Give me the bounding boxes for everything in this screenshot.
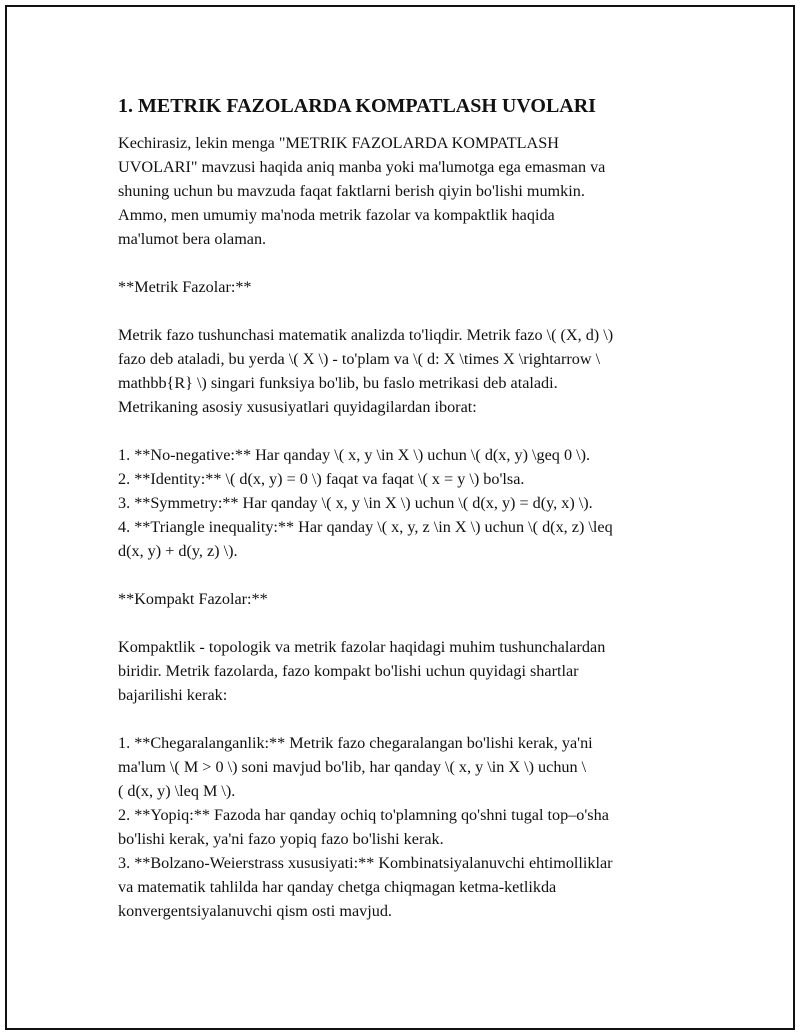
compactness-conditions-list xyxy=(118,731,698,923)
metric-spaces-line: Metrikaning asosiy xususiyatlari quyidagilardan iborat: xyxy=(118,398,477,416)
paragraph-gap xyxy=(118,611,698,635)
paragraph-gap xyxy=(118,419,698,443)
paragraph-gap xyxy=(118,299,698,323)
list-item: 1. **No-negative:** Har qanday \( x, y \in X \) uchun \( d(x, y) \geq 0 \). xyxy=(118,446,591,464)
intro-line: Ammo, men umumiy ma'noda metrik fazolar va kompaktlik haqida xyxy=(118,206,555,224)
list-item: bo'lishi kerak, ya'ni fazo yopiq fazo bo'lishi kerak. xyxy=(118,830,444,848)
metric-properties-list xyxy=(118,443,698,563)
intro-line: shuning uchun bu mavzuda faqat faktlarni berish qiyin bo'lishi mumkin. xyxy=(118,182,585,200)
intro-paragraph xyxy=(118,131,698,251)
compact-spaces-paragraph xyxy=(118,635,698,707)
metric-spaces-line: Metrik fazo tushunchasi matematik analizda to'liqdir. Metrik fazo \( (X, d) \) xyxy=(118,326,614,344)
intro-line: ma'lumot bera olaman. xyxy=(118,230,267,248)
list-item: va matematik tahlilda har qanday chetga chiqmagan ketma-ketlikda xyxy=(118,878,557,896)
list-item: ( d(x, y) \leq M \). xyxy=(118,782,236,800)
list-item: 4. **Triangle inequality:** Har qanday \( x, y, z \in X \) uchun \( d(x, z) \leq xyxy=(118,518,613,536)
list-item: konvergentsiyalanuvchi qism osti mavjud. xyxy=(118,902,392,920)
list-item: 3. **Bolzano-Weierstrass xususiyati:** Kombinatsiyalanuvchi ehtimolliklar xyxy=(118,854,613,872)
document-body xyxy=(118,94,698,923)
metric-spaces-paragraph xyxy=(118,323,698,419)
paragraph-gap xyxy=(118,563,698,587)
paragraph-gap xyxy=(118,707,698,731)
intro-line: UVOLARI" mavzusi haqida aniq manba yoki ma'lumotga ega emasman va xyxy=(118,158,606,176)
compact-spaces-line: biridir. Metrik fazolarda, fazo kompakt bo'lishi uchun quyidagi shartlar xyxy=(118,662,579,680)
paragraph-gap xyxy=(118,251,698,275)
list-item: 3. **Symmetry:** Har qanday \( x, y \in X \) uchun \( d(x, y) = d(y, x) \). xyxy=(118,494,593,512)
list-item: 2. **Yopiq:** Fazoda har qanday ochiq to'plamning qo'shni tugal top–o'sha xyxy=(118,806,609,824)
section-heading-metric-spaces: **Metrik Fazolar:** xyxy=(118,278,252,296)
document-title: 1. METRIK FAZOLARDA KOMPATLASH UVOLARI xyxy=(118,95,596,117)
list-item: 1. **Chegaralanganlik:** Metrik fazo chegaralangan bo'lishi kerak, ya'ni xyxy=(118,734,593,752)
intro-line: Kechirasiz, lekin menga "METRIK FAZOLARDA KOMPATLASH xyxy=(118,134,559,152)
compact-spaces-line: bajarilishi kerak: xyxy=(118,686,228,704)
section-heading-compact-spaces: **Kompakt Fazolar:** xyxy=(118,590,268,608)
metric-spaces-line: fazo deb ataladi, bu yerda \( X \) - to'plam va \( d: X \times X \rightarrow \ xyxy=(118,350,601,368)
list-item: ma'lum \( M > 0 \) soni mavjud bo'lib, har qanday \( x, y \in X \) uchun \ xyxy=(118,758,587,776)
metric-spaces-line: mathbb{R} \) singari funksiya bo'lib, bu faslo metrikasi deb ataladi. xyxy=(118,374,558,392)
list-item: d(x, y) + d(y, z) \). xyxy=(118,542,238,560)
list-item: 2. **Identity:** \( d(x, y) = 0 \) faqat va faqat \( x = y \) bo'lsa. xyxy=(118,470,525,488)
compact-spaces-line: Kompaktlik - topologik va metrik fazolar haqidagi muhim tushunchalardan xyxy=(118,638,606,656)
